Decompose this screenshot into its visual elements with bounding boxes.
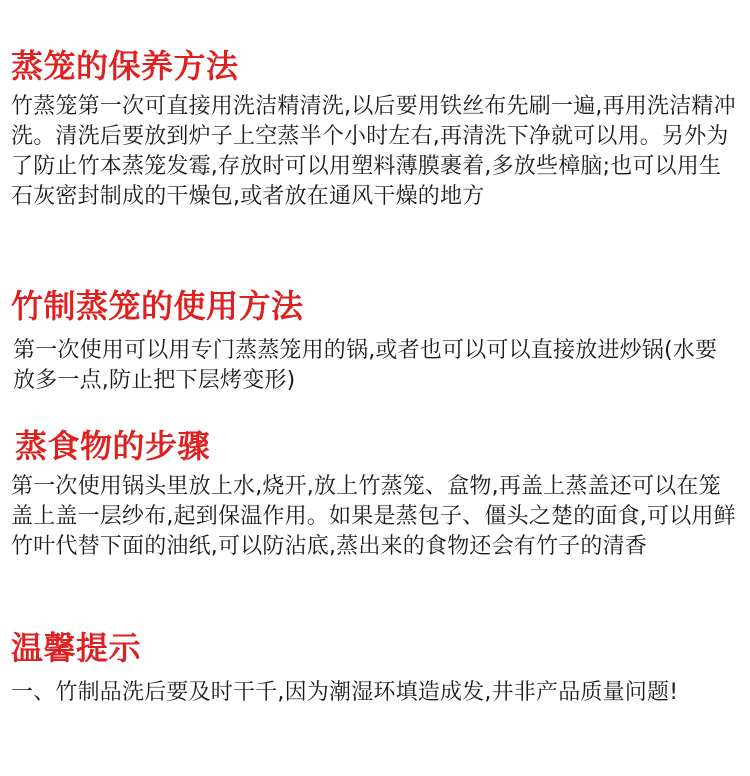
section-heading-tips: 温馨提示 xyxy=(11,629,142,667)
section-usage xyxy=(11,286,736,396)
section-heading-usage: 竹制蒸笼的使用方法 xyxy=(11,287,304,325)
section-steaming-steps xyxy=(11,426,736,562)
section-heading-steaming-steps: 蒸食物的步骤 xyxy=(15,427,211,465)
section-body-steaming-steps: 第一次使用锅头里放上水,烧开,放上竹蒸笼、盒物,再盖上蒸盖还可以在笼盖上盖一层纱布,起到保温作用。如果是蒸包子、僵头之楚的面食,可以用鲜竹叶代替下面的油纸,可以防沾底,蒸出来的食物还会有竹子的清香 xyxy=(11,474,736,559)
section-tips xyxy=(11,628,736,708)
section-heading-maintenance: 蒸笼的保养方法 xyxy=(11,47,239,85)
section-body-usage: 第一次使用可以用专门蒸蒸笼用的锅,或者也可以可以直接放进炒锅(水要放多一点,防止把下层烤变形) xyxy=(13,338,718,393)
section-maintenance xyxy=(11,46,736,212)
section-body-tips: 一、竹制品洗后要及时干千,因为潮湿环填造成发,井非产品质量问题! xyxy=(11,680,679,705)
section-body-maintenance: 竹蒸笼第一次可直接用洗洁精清洗,以后要用铁丝布先刷一遍,再用洗洁精冲洗。清洗后要放到炉子上空蒸半个小时左右,再清洗下净就可以用。另外为了防止竹本蒸笼发霉,存放时可以用塑料薄膜裹着,多放些樟脑;也可以用生石灰密封制成的干燥包,或者放在通风干燥的地方 xyxy=(11,94,736,209)
